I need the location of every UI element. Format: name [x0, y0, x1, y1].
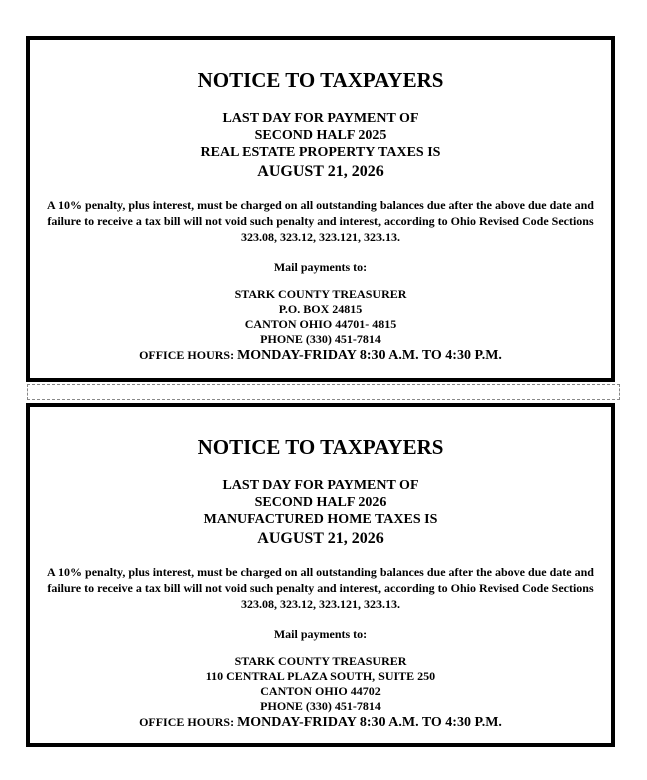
mailing-address — [30, 654, 611, 714]
notice-title: NOTICE TO TAXPAYERS — [197, 435, 444, 459]
mail-payments-label: Mail payments to: — [273, 627, 368, 641]
address-line: STARK COUNTY TREASURER — [234, 287, 407, 301]
penalty-text: A 10% penalty, plus interest, must be charged on all outstanding balances due after the above due date and failure to receive a tax bill will not void such penalty and interest, according to Ohio Revised Code Sections 323.08, 323.12, 323.121, 323.13. — [47, 198, 594, 244]
notice-line: SECOND HALF 2025 — [254, 128, 387, 143]
office-hours — [30, 714, 611, 731]
office-hours-label: OFFICE HOURS: — [139, 348, 235, 362]
mail-payments-label: Mail payments to: — [273, 260, 368, 274]
office-hours-label: OFFICE HOURS: — [139, 715, 235, 729]
notice-box-manufactured-home — [26, 403, 615, 747]
notice-title: NOTICE TO TAXPAYERS — [197, 68, 444, 92]
office-hours-value: MONDAY-FRIDAY 8:30 A.M. TO 4:30 P.M. — [237, 715, 502, 730]
office-hours-value: MONDAY-FRIDAY 8:30 A.M. TO 4:30 P.M. — [237, 348, 502, 363]
address-line: CANTON OHIO 44702 — [260, 684, 381, 698]
notice-line: MANUFACTURED HOME TAXES IS — [203, 512, 438, 527]
notice-heading-lines — [30, 110, 611, 161]
notice-heading-lines — [30, 477, 611, 528]
address-line: STARK COUNTY TREASURER — [234, 654, 407, 668]
mailing-address — [30, 287, 611, 347]
notice-line: SECOND HALF 2026 — [254, 495, 387, 510]
address-line: 110 CENTRAL PLAZA SOUTH, SUITE 250 — [205, 669, 436, 683]
notice-box-real-estate — [26, 36, 615, 382]
dashed-separator — [27, 384, 620, 400]
due-date: AUGUST 21, 2026 — [257, 530, 384, 547]
phone-line: PHONE (330) 451-7814 — [260, 332, 381, 346]
address-line: P.O. BOX 24815 — [278, 302, 363, 316]
notice-line: LAST DAY FOR PAYMENT OF — [222, 111, 419, 126]
penalty-text: A 10% penalty, plus interest, must be charged on all outstanding balances due after the above due date and failure to receive a tax bill will not void such penalty and interest, according to Ohio Revised Code Sections 323.08, 323.12, 323.121, 323.13. — [47, 565, 594, 611]
office-hours — [30, 347, 611, 364]
phone-line: PHONE (330) 451-7814 — [260, 699, 381, 713]
due-date: AUGUST 21, 2026 — [257, 163, 384, 180]
notice-line: REAL ESTATE PROPERTY TAXES IS — [200, 145, 441, 160]
notice-line: LAST DAY FOR PAYMENT OF — [222, 478, 419, 493]
address-line: CANTON OHIO 44701- 4815 — [244, 317, 397, 331]
